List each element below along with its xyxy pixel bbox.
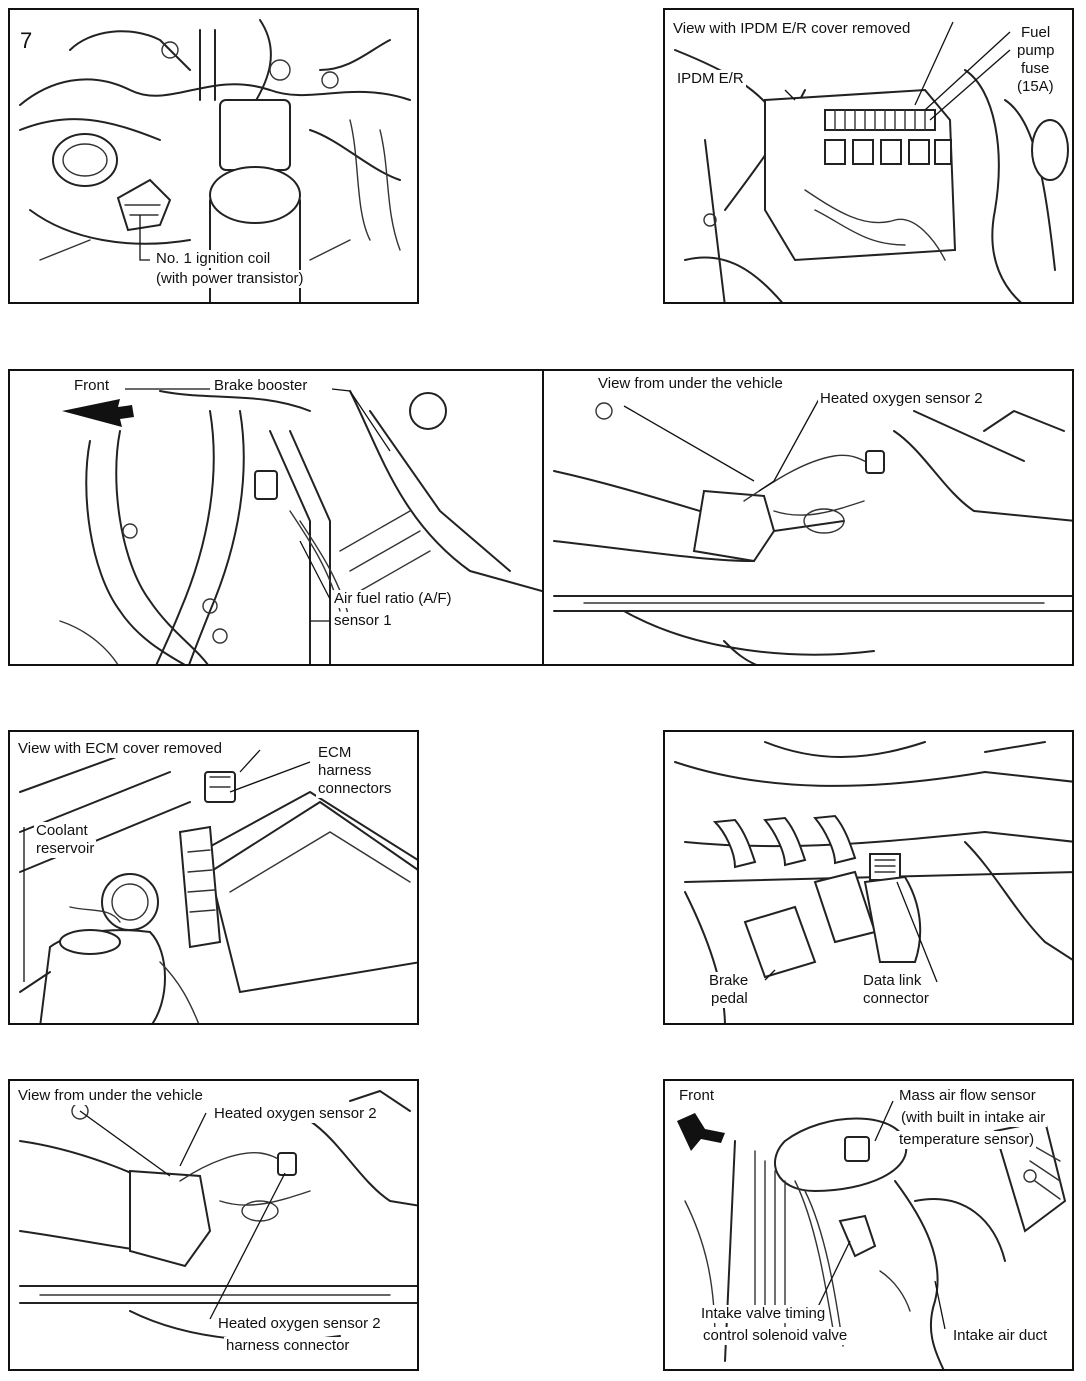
label-harness: harness	[318, 762, 372, 779]
front-arrow	[62, 399, 134, 427]
label-ignition-coil: No. 1 ignition coil	[156, 250, 271, 267]
label-data-link-connector: connector	[863, 990, 929, 1007]
label-connectors: connectors	[318, 780, 392, 797]
caption-view-from-under: View from under the vehicle	[598, 375, 783, 392]
label-brake-booster: Brake booster	[214, 377, 308, 394]
label-ipdm-er: IPDM E/R	[677, 70, 744, 87]
label-front: Front	[679, 1087, 715, 1104]
label-harness-connector: harness connector	[226, 1337, 350, 1354]
panel-ipdm	[663, 8, 1074, 304]
caption-ipdm-cover-removed: View with IPDM E/R cover removed	[673, 20, 911, 37]
label-control-solenoid-valve: control solenoid valve	[703, 1327, 848, 1344]
label-fuel: Fuel	[1021, 24, 1051, 41]
panel-ecm	[8, 730, 419, 1025]
label-fuse: fuse	[1021, 60, 1050, 77]
label-front: Front	[74, 377, 110, 394]
panel-data-link-connector	[663, 730, 1074, 1025]
label-heated-oxygen-sensor-2: Heated oxygen sensor 2	[820, 390, 983, 407]
label-intake-valve-timing: Intake valve timing	[701, 1305, 826, 1322]
panel-af-sensor-and-ho2s2	[8, 369, 1074, 666]
label-coolant: Coolant	[36, 822, 88, 839]
panel-ho2s2-harness	[8, 1079, 419, 1371]
label-reservoir: reservoir	[36, 840, 95, 857]
label-brake: Brake	[709, 972, 749, 989]
ipdm-illustration	[665, 10, 1074, 304]
label-intake-air-duct: Intake air duct	[953, 1327, 1048, 1344]
label-ecm: ECM	[318, 744, 352, 761]
label-af-sensor-1: sensor 1	[334, 612, 392, 629]
label-temperature-sensor: temperature sensor)	[899, 1131, 1035, 1148]
caption-ecm-cover-removed: View with ECM cover removed	[18, 740, 222, 757]
label-built-in-intake-air: (with built in intake air	[901, 1109, 1046, 1126]
label-af-sensor: Air fuel ratio (A/F)	[334, 590, 452, 607]
caption-view-from-under: View from under the vehicle	[18, 1087, 203, 1104]
label-pump: pump	[1017, 42, 1055, 59]
front-arrow	[677, 1113, 725, 1151]
figure-number: 7	[20, 28, 33, 53]
panel-maf-and-ivt	[663, 1079, 1074, 1371]
label-power-transistor: (with power transistor)	[156, 270, 304, 287]
panel-ignition-coil	[8, 8, 419, 304]
label-fuse-amperage: (15A)	[1017, 78, 1054, 95]
label-pedal: pedal	[711, 990, 748, 1007]
ho2s2-illustration	[544, 371, 1074, 666]
af-sensor-illustration	[10, 371, 542, 666]
label-mass-air-flow-sensor: Mass air flow sensor	[899, 1087, 1036, 1104]
label-data-link: Data link	[863, 972, 922, 989]
label-heated-oxygen-sensor-2: Heated oxygen sensor 2	[214, 1105, 377, 1122]
label-heated-oxygen-sensor-2-connector: Heated oxygen sensor 2	[218, 1315, 381, 1332]
